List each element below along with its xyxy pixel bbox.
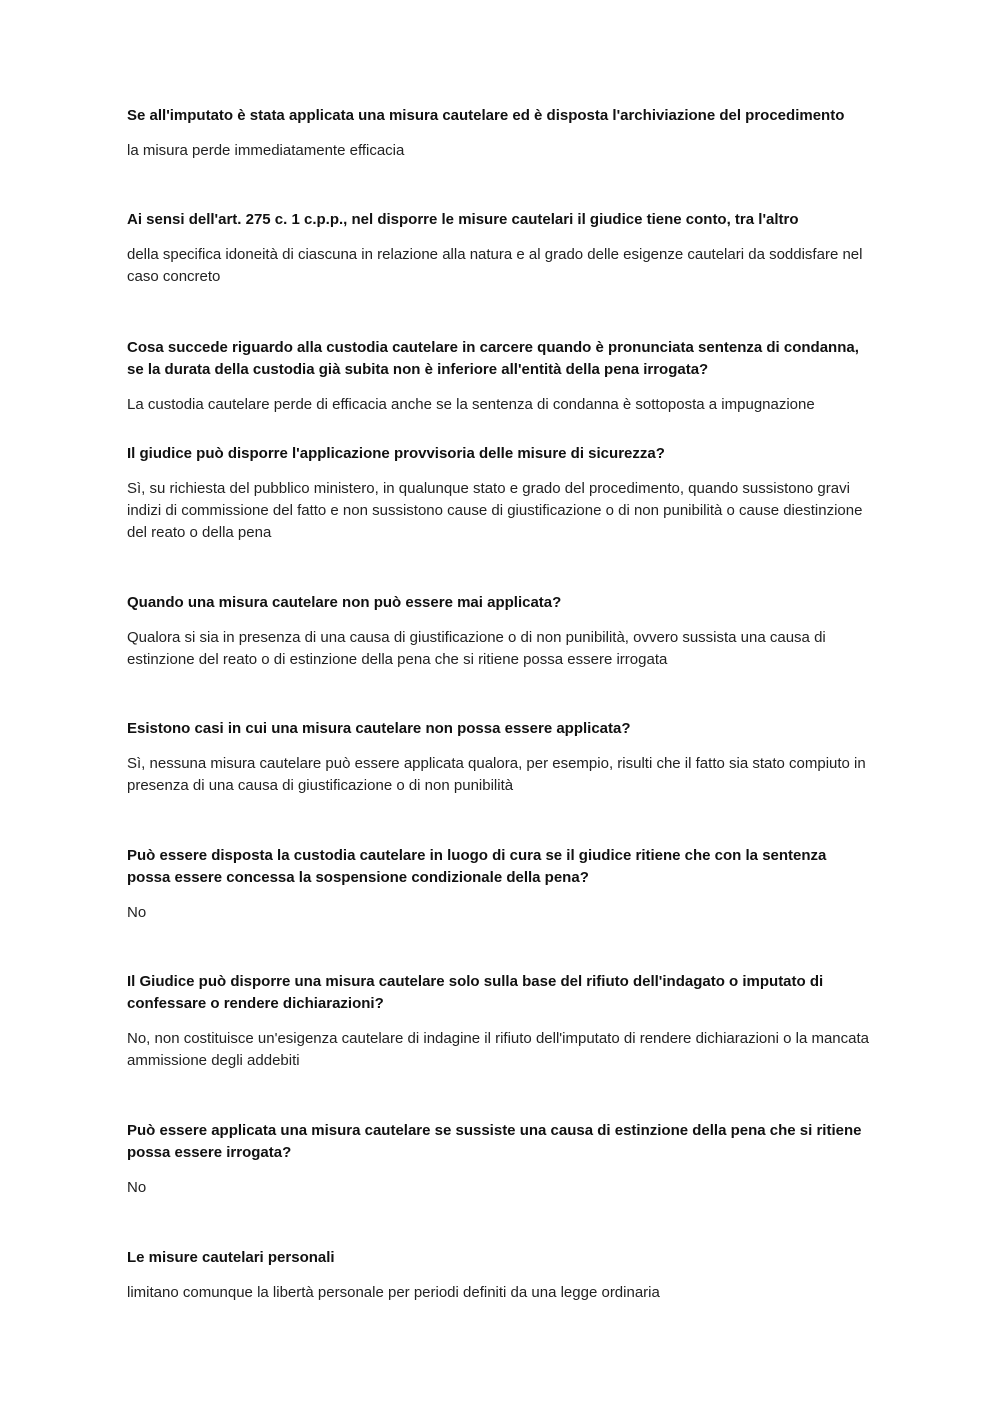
- answer-text: Sì, nessuna misura cautelare può essere applicata qualora, per esempio, risulti che il fatto sia stato compiuto in presenza di una causa di giustificazione o di non punibilità: [127, 755, 866, 794]
- qa-item-6: [127, 718, 872, 797]
- qa-item-2: [127, 209, 872, 288]
- qa-item-3: [127, 337, 872, 416]
- question-text: Cosa succede riguardo alla custodia cautelare in carcere quando è pronunciata sentenza di condanna, se la durata della custodia già subita non è inferiore all'entità della pena irrogata?: [127, 339, 859, 378]
- answer-text: La custodia cautelare perde di efficacia anche se la sentenza di condanna è sottoposta a impugnazione: [127, 396, 815, 413]
- answer-text: No: [127, 904, 147, 921]
- answer-text: la misura perde immediatamente efficacia: [127, 142, 405, 159]
- answer-text: della specifica idoneità di ciascuna in relazione alla natura e al grado delle esigenze cautelari da soddisfare nel caso concreto: [127, 246, 863, 285]
- question-text: Il giudice può disporre l'applicazione provvisoria delle misure di sicurezza?: [127, 445, 665, 462]
- qa-item-5: [127, 592, 872, 671]
- qa-item-10: [127, 1247, 872, 1304]
- answer-text: No: [127, 1179, 147, 1196]
- qa-item-7: [127, 845, 872, 924]
- question-text: Il Giudice può disporre una misura cautelare solo sulla base del rifiuto dell'indagato o imputato di confessare o rendere dichiarazioni?: [127, 973, 824, 1012]
- question-text: Quando una misura cautelare non può essere mai applicata?: [127, 594, 562, 611]
- answer-text: Qualora si sia in presenza di una causa di giustificazione o di non punibilità, ovvero sussista una causa di estinzione del reato o di estinzione della pena che si ritiene possa essere irrogata: [127, 629, 826, 668]
- answer-text: No, non costituisce un'esigenza cautelare di indagine il rifiuto dell'imputato di rendere dichiarazioni o la mancata ammissione degli addebiti: [127, 1030, 869, 1069]
- question-text: Può essere disposta la custodia cautelare in luogo di cura se il giudice ritiene che con la sentenza possa essere concessa la sospensione condizionale della pena?: [127, 847, 827, 886]
- question-text: Ai sensi dell'art. 275 c. 1 c.p.p., nel disporre le misure cautelari il giudice tiene conto, tra l'altro: [127, 211, 799, 228]
- question-text: Le misure cautelari personali: [127, 1249, 335, 1266]
- question-text: Può essere applicata una misura cautelare se sussiste una causa di estinzione della pena che si ritiene possa essere irrogata?: [127, 1122, 862, 1161]
- answer-text: Sì, su richiesta del pubblico ministero, in qualunque stato e grado del procedimento, quando sussistono gravi indizi di commissione del fatto e non sussistono cause di giustificazione o di non punibilità o cause diestinzione del reato o della pena: [127, 480, 863, 541]
- question-text: Esistono casi in cui una misura cautelare non possa essere applicata?: [127, 720, 631, 737]
- qa-item-4: [127, 443, 872, 544]
- answer-text: limitano comunque la libertà personale per periodi definiti da una legge ordinaria: [127, 1284, 660, 1301]
- question-text: Se all'imputato è stata applicata una misura cautelare ed è disposta l'archiviazione del procedimento: [127, 107, 845, 124]
- qa-item-8: [127, 971, 872, 1072]
- qa-item-1: [127, 105, 872, 162]
- qa-item-9: [127, 1120, 872, 1199]
